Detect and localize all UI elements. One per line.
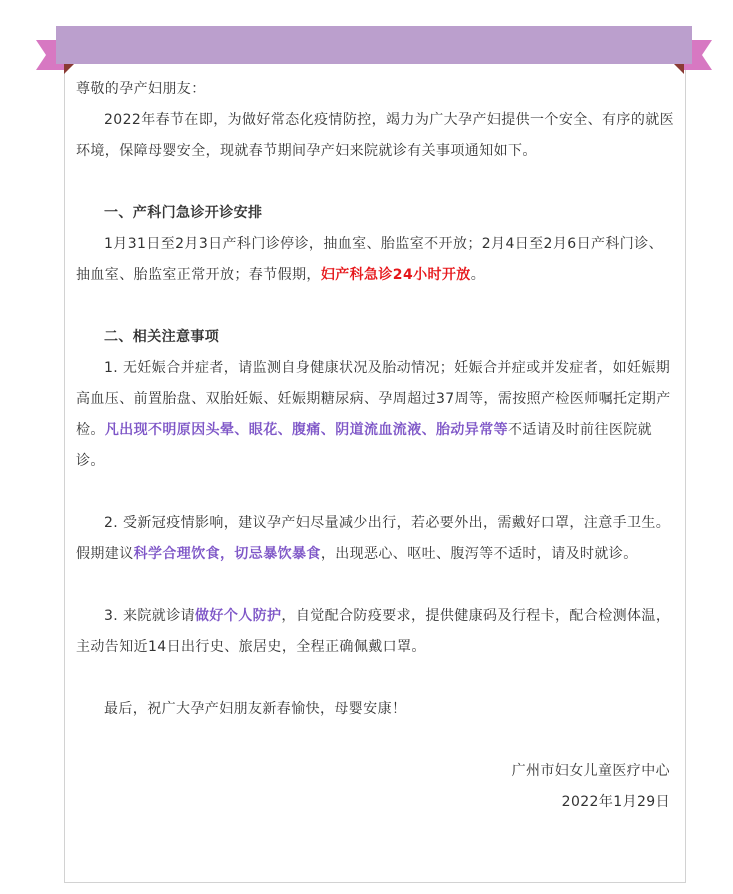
header-ribbon — [36, 26, 712, 74]
section2-heading: 二、相关注意事项 — [104, 329, 220, 345]
signature: 广州市妇女儿童医疗中心 — [511, 763, 670, 779]
date: 2022年1月29日 — [561, 794, 670, 810]
section1-paragraph: 1月31日至2月3日产科门诊停诊，抽血室、胎监室不开放；2月4日至2月6日产科门诊、抽血室、胎监室正常开放；春节假期，妇产科急诊24小时开放。 — [76, 236, 663, 283]
greeting: 尊敬的孕产妇朋友： — [76, 81, 206, 97]
item3-highlight: 做好个人防护 — [195, 608, 282, 624]
ribbon-left-fold — [64, 64, 74, 74]
intro-paragraph: 2022年春节在即，为做好常态化疫情防控，竭力为广大孕产妇提供一个安全、有序的就医环境，保障母婴安全，现就春节期间孕产妇来院就诊有关事项通知如下。 — [76, 112, 675, 159]
item1-highlight: 凡出现不明原因头晕、眼花、腹痛、阴道流血流液、胎动异常等 — [104, 422, 509, 438]
item2-paragraph: 2. 受新冠疫情影响，建议孕产妇尽量减少出行，若必要外出，需戴好口罩，注意手卫生。假期建议科学合理饮食，切忌暴饮暴食，出现恶心、呕吐、腹泻等不适时，请及时就诊。 — [76, 515, 671, 562]
item3-paragraph: 3. 来院就诊请做好个人防护，自觉配合防疫要求，提供健康码及行程卡，配合检测体温，主动告知近14日出行史、旅居史，全程正确佩戴口罩。 — [76, 608, 671, 655]
ribbon-main-band — [56, 26, 692, 64]
ribbon-right-fold — [674, 64, 684, 74]
emergency-highlight: 妇产科急诊24小时开放 — [320, 267, 471, 283]
item2-highlight: 科学合理饮食，切忌暴饮暴食 — [133, 546, 321, 562]
section1-heading: 一、产科门急诊开诊安排 — [104, 205, 263, 221]
closing-paragraph: 最后，祝广大孕产妇朋友新春愉快，母婴安康！ — [104, 701, 407, 717]
notice-content — [76, 74, 676, 818]
item1-paragraph: 1. 无妊娠合并症者，请监测自身健康状况及胎动情况；妊娠合并症或并发症者，如妊娠期高血压、前置胎盘、双胎妊娠、妊娠期糖尿病、孕周超过37周等，需按照产检医师嘱托定期产检。凡出现不明原因头晕、眼花、腹痛、阴道流血流液、胎动异常等不适请及时前往医院就诊。 — [76, 360, 671, 469]
